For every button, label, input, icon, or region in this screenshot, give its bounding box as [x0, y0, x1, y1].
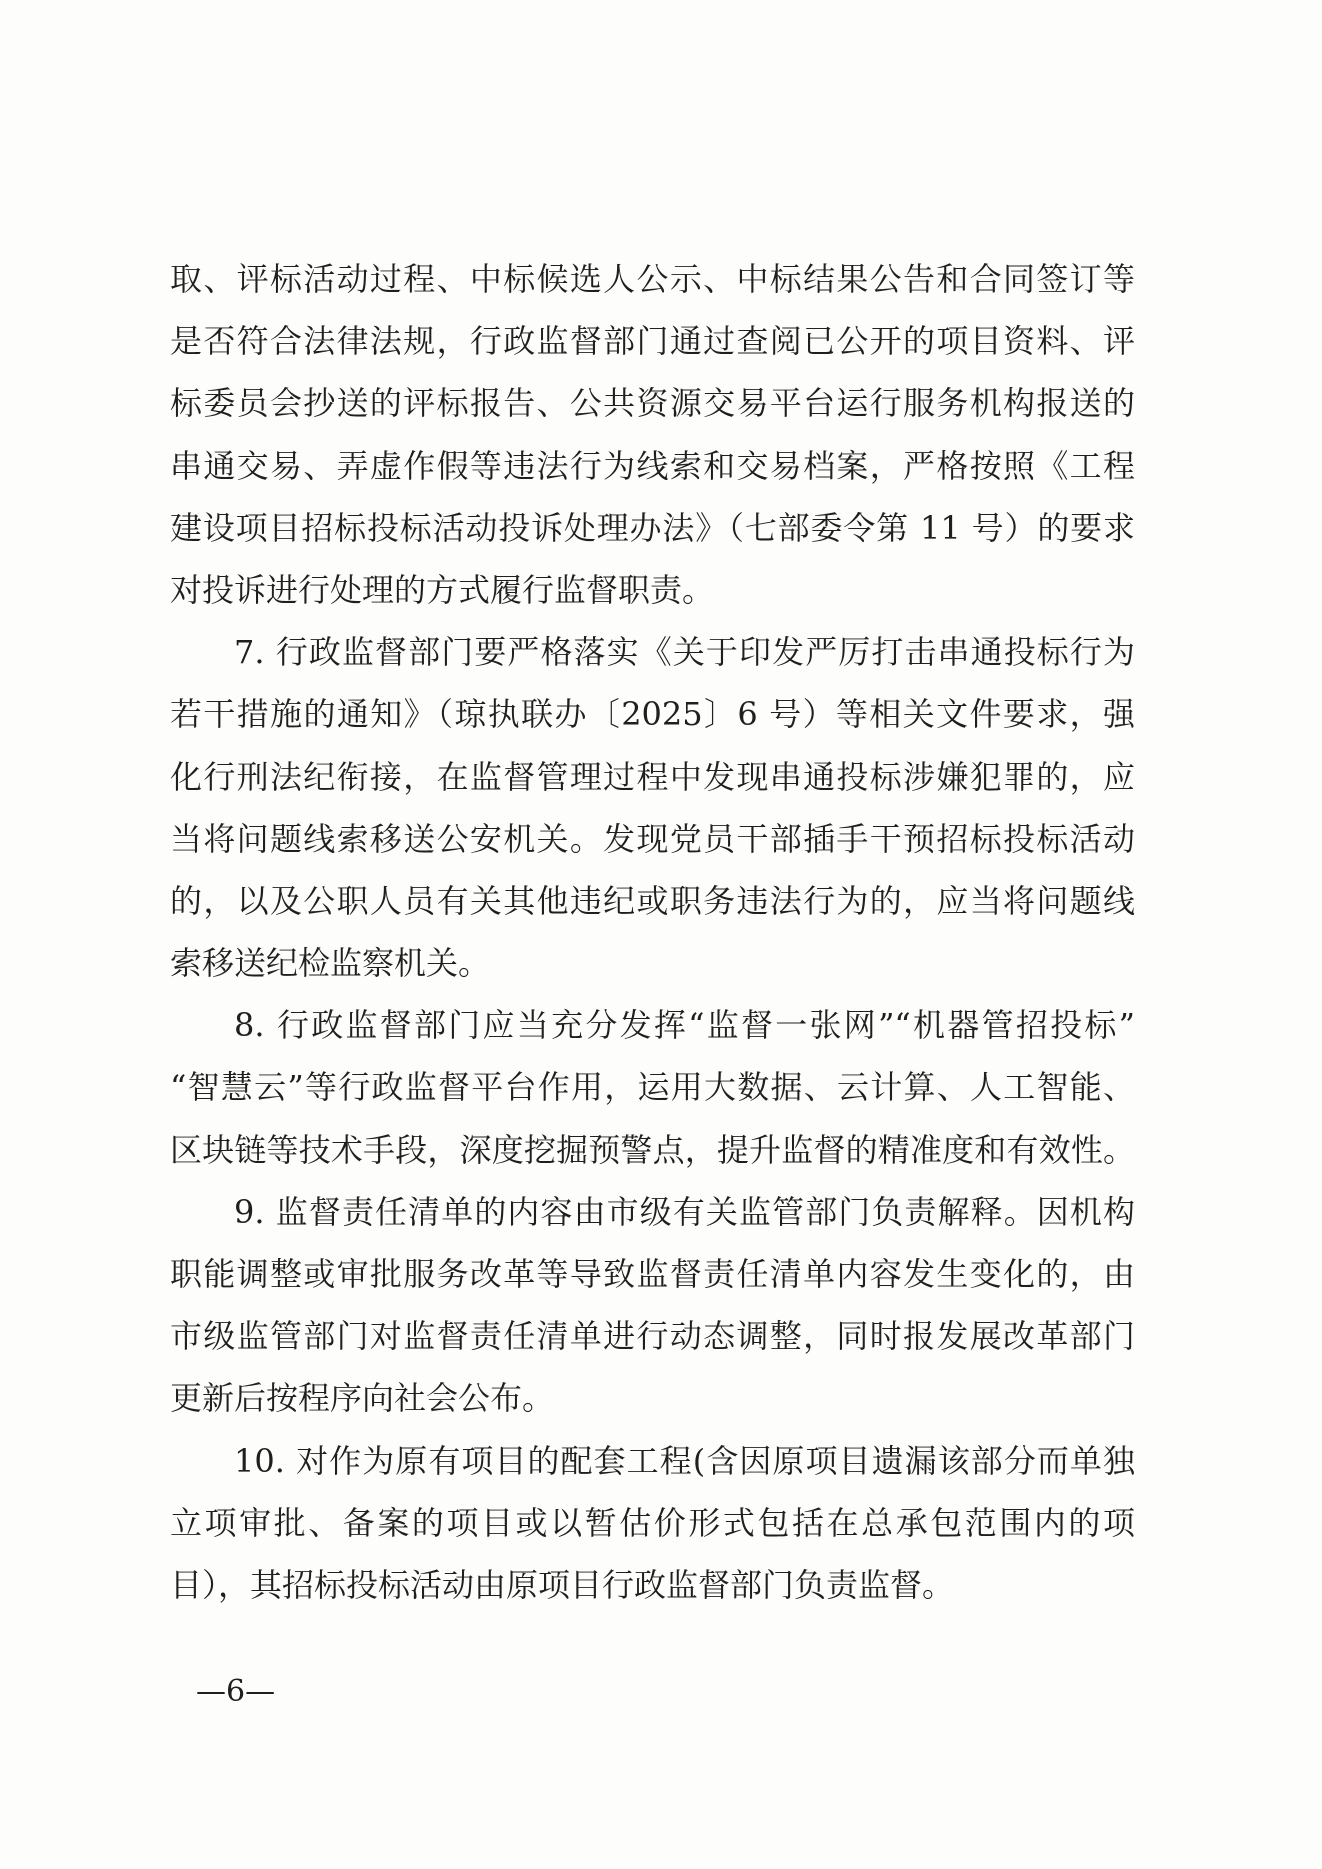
text-line: 当将问题线索移送公安机关。发现党员干部插手干预招标投标活动	[170, 819, 1135, 858]
text-line: 索移送纪检监察机关。	[170, 944, 491, 983]
text-line: 立项审批、备案的项目或以暂估价形式包括在总承包范围内的项	[170, 1503, 1135, 1542]
text-line: 的，以及公职人员有关其他违纪或职务违法行为的，应当将问题线	[170, 881, 1135, 920]
text-line: 若干措施的通知》（琼执联办〔2025〕6 号）等相关文件要求，强	[170, 695, 1135, 734]
text-line: 建设项目招标投标活动投诉处理办法》（七部委令第 11 号）的要求	[170, 508, 1135, 547]
paragraph-8-start: 8. 行政监督部门应当充分发挥“监督一张网”“机器管招投标”	[234, 1006, 1135, 1045]
text-line: 取、评标活动过程、中标候选人公示、中标结果公告和合同签订等	[170, 260, 1135, 298]
text-line: 串通交易、弄虚作假等违法行为线索和交易档案，严格按照《工程	[170, 446, 1135, 485]
text-line: 更新后按程序向社会公布。	[170, 1379, 555, 1418]
page-number: —6—	[196, 1674, 276, 1709]
text-line: 对投诉进行处理的方式履行监督职责。	[170, 570, 715, 609]
text-line: 化行刑法纪衔接，在监督管理过程中发现串通投标涉嫌犯罪的，应	[170, 757, 1135, 796]
text-line: 市级监管部门对监督责任清单进行动态调整，同时报发展改革部门	[170, 1317, 1135, 1356]
text-line: 是否符合法律法规，行政监督部门通过查阅已公开的项目资料、评	[170, 322, 1135, 361]
text-line: 职能调整或审批服务改革等导致监督责任清单内容发生变化的，由	[170, 1255, 1135, 1293]
paragraph-10-start: 10. 对作为原有项目的配套工程(含因原项目遗漏该部分而单独	[234, 1441, 1135, 1480]
text-line: 区块链等技术手段，深度挖掘预警点，提升监督的精准度和有效性。	[170, 1130, 1135, 1169]
text-line: “智慧云”等行政监督平台作用，运用大数据、云计算、人工智能、	[170, 1068, 1135, 1107]
paragraph-7-start: 7. 行政监督部门要严格落实《关于印发严厉打击串通投标行为	[234, 633, 1135, 672]
text-line: 目），其招标投标活动由原项目行政监督部门负责监督。	[170, 1565, 955, 1604]
paragraph-9-start: 9. 监督责任清单的内容由市级有关监管部门负责解释。因机构	[234, 1192, 1135, 1231]
text-line: 标委员会抄送的评标报告、公共资源交易平台运行服务机构报送的	[170, 384, 1135, 423]
document-body	[170, 248, 1135, 1616]
